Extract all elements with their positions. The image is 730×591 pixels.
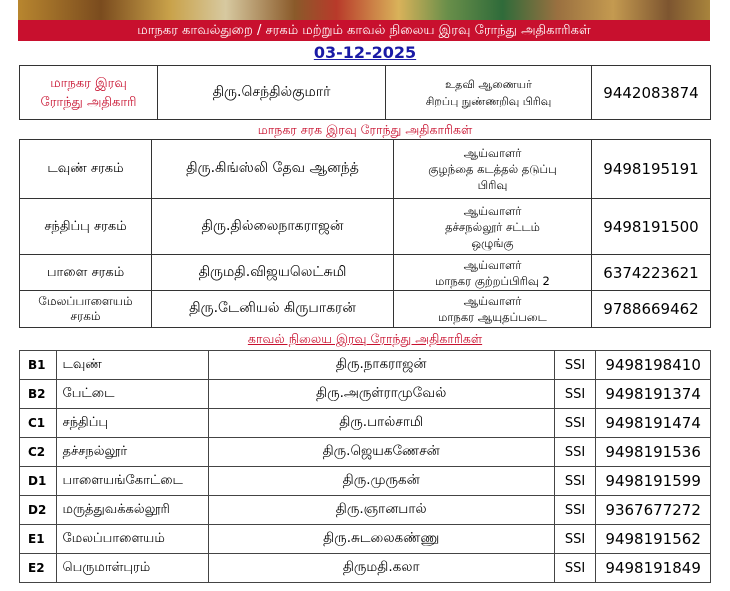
table-row	[20, 140, 711, 199]
officer-name: திரு.ஜெயகணேசன்	[208, 438, 554, 467]
officer-phone: 9498191562	[596, 525, 711, 554]
table-row	[20, 525, 711, 554]
post-line: தச்சநல்லூர் சட்டம்	[445, 219, 540, 234]
officer-post	[394, 291, 592, 328]
officer-name: திரு.நாகராஜன்	[208, 351, 554, 380]
officer-rank: SSI	[554, 467, 596, 496]
officer-rank: SSI	[554, 351, 596, 380]
officer-post	[394, 140, 592, 199]
officer-phone: 6374223621	[592, 255, 711, 291]
officer-phone: 9498191474	[596, 409, 711, 438]
station-code: C2	[20, 438, 57, 467]
station-code: E1	[20, 525, 57, 554]
officer-rank: SSI	[554, 409, 596, 438]
table-row	[20, 438, 711, 467]
station-area: பெருமாள்புரம்	[56, 554, 208, 583]
table-row	[20, 409, 711, 438]
station-area: மேலப்பாளையம்	[56, 525, 208, 554]
range-name: பாளை சரகம்	[20, 255, 152, 291]
post-line: ஆய்வாளர்	[463, 257, 522, 272]
officer-phone: 9498191849	[596, 554, 711, 583]
post-line: மாநகர குற்றப்பிரிவு 2	[435, 273, 550, 288]
officer-name: திரு.முருகன்	[208, 467, 554, 496]
range-line: சரகம்	[70, 309, 101, 323]
officer-phone: 9442083874	[592, 66, 711, 120]
station-area: தச்சநல்லூர்	[56, 438, 208, 467]
post-line: ஆய்வாளர்	[463, 294, 522, 308]
range-section-title: மாநகர சரக இரவு ரோந்து அதிகாரிகள்	[257, 122, 473, 137]
station-code: C1	[20, 409, 57, 438]
range-name: சந்திப்பு சரகம்	[20, 199, 152, 255]
station-area: பாளையங்கோட்டை	[56, 467, 208, 496]
post-line: மாநகர ஆயுதப்படை	[438, 310, 547, 324]
station-code: D2	[20, 496, 57, 525]
officer-phone: 9498191374	[596, 380, 711, 409]
officer-name: திருமதி.கலா	[208, 554, 554, 583]
station-code: B1	[20, 351, 57, 380]
officer-phone: 9498198410	[596, 351, 711, 380]
officer-rank: SSI	[554, 554, 596, 583]
post-line: பிரிவு	[477, 178, 508, 192]
table-row	[20, 66, 711, 120]
range-line: மேலப்பாளையம்	[38, 294, 133, 308]
post-line: குழந்தை கடத்தல் தடுப்பு	[428, 162, 557, 176]
city-officer-table	[19, 65, 711, 120]
station-area: சந்திப்பு	[56, 409, 208, 438]
officer-post	[394, 199, 592, 255]
table-row	[20, 291, 711, 328]
table-row	[20, 199, 711, 255]
officer-post	[386, 66, 592, 120]
officer-name: திரு.டேனியல் கிருபாகரன்	[152, 291, 394, 328]
post-line: ஆய்வாளர்	[463, 146, 522, 160]
range-name	[20, 291, 152, 328]
officer-name: திரு.ஞானபால்	[208, 496, 554, 525]
officer-rank: SSI	[554, 438, 596, 467]
officer-phone: 9367677272	[596, 496, 711, 525]
officer-name: திரு.செந்தில்குமார்	[158, 66, 386, 120]
table-row	[20, 554, 711, 583]
officer-name: திரு.கிங்ஸ்லி தேவ ஆனந்த்	[152, 140, 394, 199]
role-line: ரோந்து அதிகாரி	[40, 94, 137, 110]
officer-rank: SSI	[554, 380, 596, 409]
officer-name: திருமதி.விஜயலெட்சுமி	[152, 255, 394, 291]
table-row	[20, 255, 711, 291]
page-title-text: மாநகர காவல்துறை / சரகம் மற்றும் காவல் நிலைய இரவு ரோந்து அதிகாரிகள்	[137, 22, 591, 38]
post-line: ஒழுங்கு	[471, 235, 514, 250]
officer-rank: SSI	[554, 525, 596, 554]
station-section-title: காவல் நிலைய இரவு ரோந்து அதிகாரிகள்	[247, 331, 483, 346]
officer-phone: 9498191599	[596, 467, 711, 496]
post-line: ஆய்வாளர்	[463, 203, 522, 218]
range-name: டவுண் சரகம்	[20, 140, 152, 199]
officer-phone: 9498195191	[592, 140, 711, 199]
post-line: சிறப்பு நுண்ணறிவு பிரிவு	[425, 94, 552, 108]
table-row	[20, 467, 711, 496]
station-code: B2	[20, 380, 57, 409]
range-officers-table	[19, 139, 711, 328]
officer-name: திரு.தில்லைநாகராஜன்	[152, 199, 394, 255]
station-code: E2	[20, 554, 57, 583]
officer-name: திரு.சுடலைகண்ணு	[208, 525, 554, 554]
officer-phone: 9788669462	[592, 291, 711, 328]
station-code: D1	[20, 467, 57, 496]
header-banner-image	[18, 0, 710, 20]
station-officers-table	[19, 350, 711, 583]
officer-phone: 9498191500	[592, 199, 711, 255]
station-area: பேட்டை	[56, 380, 208, 409]
role-cell	[20, 66, 158, 120]
officer-post	[394, 255, 592, 291]
table-row	[20, 351, 711, 380]
officer-name: திரு.அருள்ராமுவேல்	[208, 380, 554, 409]
officer-phone: 9498191536	[596, 438, 711, 467]
station-area: டவுண்	[56, 351, 208, 380]
post-line: உதவி ஆணையர்	[445, 77, 532, 91]
report-date: 03-12-2025	[313, 43, 417, 62]
station-area: மருத்துவக்கல்லூரி	[56, 496, 208, 525]
role-line: மாநகர இரவு	[50, 75, 127, 91]
page-title	[18, 20, 710, 41]
table-row	[20, 496, 711, 525]
officer-rank: SSI	[554, 496, 596, 525]
table-row	[20, 380, 711, 409]
officer-name: திரு.பால்சாமி	[208, 409, 554, 438]
